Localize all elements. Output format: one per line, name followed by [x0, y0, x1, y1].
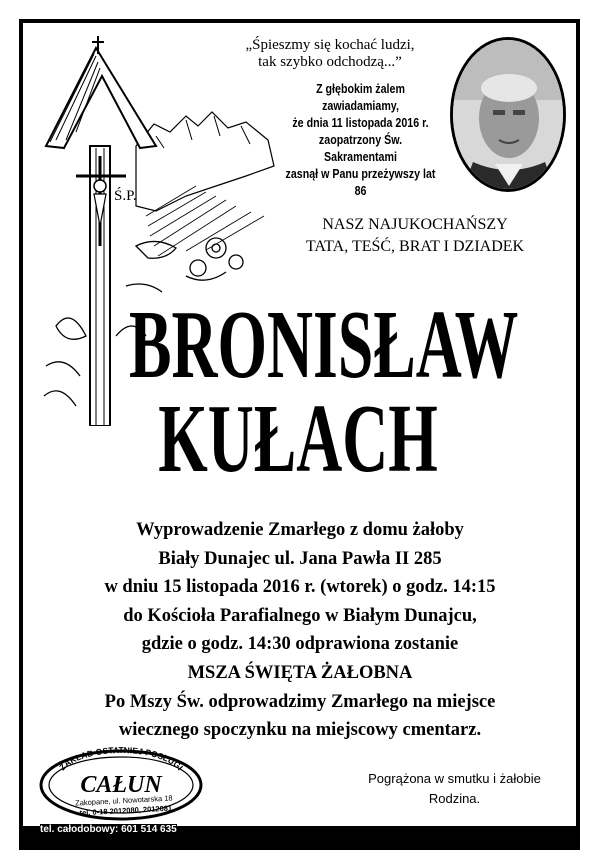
quote-line-2: tak szybko odchodzą...” [258, 54, 402, 70]
logo-address: Zakopane, ul. Nowotarska 18 [74, 793, 173, 808]
portrait-photo [450, 37, 566, 192]
quote-line-1: „Śpieszmy się kochać ludzi, [245, 37, 415, 53]
mourners-line-1: Pogrążona w smutku i żałobie [368, 771, 541, 786]
details-line: gdzie o godz. 14:30 odprawiona zostanie [141, 634, 459, 655]
logo-phone: tel. 0-18 2012080, 2012081 [79, 803, 173, 818]
relations-line-2: TATA, TEŚĆ, BRAT I DZIADEK [305, 238, 525, 255]
deceased-first-name: BRONISŁAW [129, 291, 519, 399]
footer-phone: tel. całodobowy: 601 514 635 [40, 824, 177, 835]
relations-line-1: NASZ NAJUKOCHAŃSZY [322, 216, 508, 233]
funeral-home-logo [38, 743, 204, 821]
quote [214, 37, 446, 71]
details-line: wiecznego spoczynku na miejscowy cmentarz. [118, 720, 482, 741]
relations [270, 214, 560, 258]
details-line: MSZA ŚWIĘTA ŻAŁOBNA [187, 662, 413, 683]
logo-name: CAŁUN [80, 772, 162, 798]
announcement-line-3: zaopatrzony Św. Sakramentami [318, 132, 403, 164]
sp-label: Ś.P. [114, 188, 137, 204]
funeral-details [40, 516, 560, 745]
deceased-last-name: KUŁACH [158, 385, 438, 493]
mourners-line-2: Rodzina. [428, 791, 481, 806]
mourners [352, 769, 557, 809]
announcement-line-4: zasnął w Panu przeżywszy lat 86 [285, 166, 436, 198]
details-line: w dniu 15 listopada 2016 r. (wtorek) o godz. 14:15 [104, 577, 496, 598]
details-line: do Kościoła Parafialnego w Białym Dunajcu, [123, 605, 477, 626]
announcement-line-2: że dnia 11 listopada 2016 r. [292, 115, 429, 130]
logo-arc-text: ZAKŁAD OSTATNIEJ POSŁUGI [57, 745, 186, 773]
announcement-line-1: Z głębokim żalem zawiadamiamy, [316, 81, 405, 113]
details-line: Wyprowadzenie Zmarłego z domu żałoby [136, 520, 464, 540]
details-line: Biały Dunajec ul. Jana Pawła II 285 [158, 548, 442, 569]
death-announcement [285, 80, 437, 199]
details-line: Po Mszy Św. odprowadzimy Zmarłego na miejsce [104, 691, 496, 712]
